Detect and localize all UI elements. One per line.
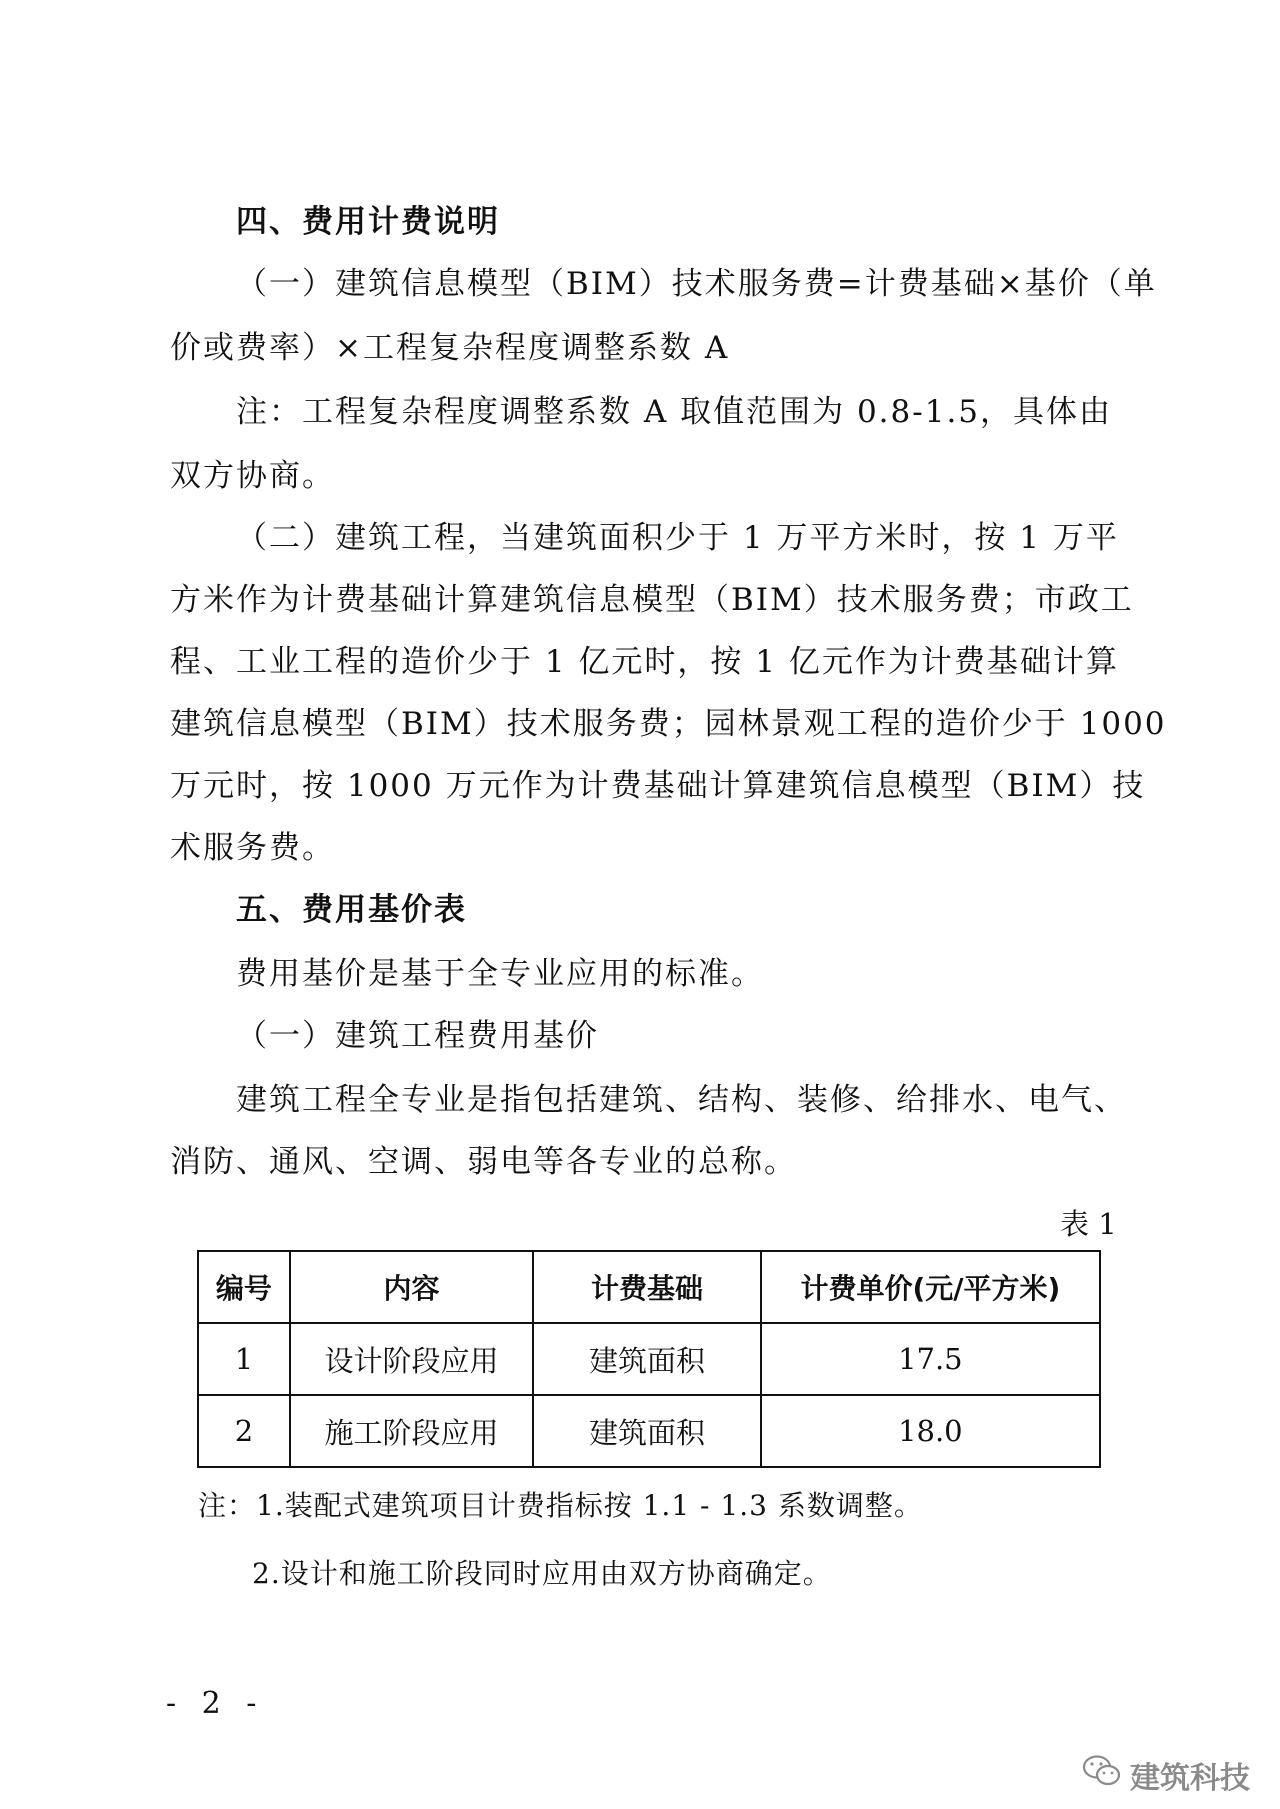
section5-sub1: （一）建筑工程费用基价 (236, 1018, 599, 1054)
para1-line1: （一）建筑信息模型（BIM）技术服务费=计费基础×基价（单 (236, 266, 1157, 302)
watermark (1082, 1753, 1250, 1797)
section5-desc-line2: 消防、通风、空调、弱电等各专业的总称。 (170, 1144, 797, 1180)
para2-line2: 方米作为计费基础计算建筑信息模型（BIM）技术服务费；市政工 (170, 582, 1134, 618)
table-row (198, 1323, 1100, 1395)
cell-content: 设计阶段应用 (290, 1323, 533, 1395)
para1-line2: 价或费率）×工程复杂程度调整系数 A (170, 330, 730, 366)
note-line2: 双方协商。 (170, 458, 335, 494)
cell-unit-price: 17.5 (761, 1323, 1100, 1395)
fee-table (197, 1250, 1101, 1468)
section4-heading: 四、费用计费说明 (236, 204, 500, 240)
section5-intro: 费用基价是基于全专业应用的标准。 (236, 956, 764, 992)
section5-heading: 五、费用基价表 (236, 892, 467, 928)
cell-number: 2 (198, 1395, 290, 1467)
header-unit-price: 计费单价(元/平方米) (761, 1251, 1100, 1323)
para2-line4: 建筑信息模型（BIM）技术服务费；园林景观工程的造价少于 1000 (170, 706, 1167, 742)
cell-basis: 建筑面积 (533, 1395, 760, 1467)
watermark-text: 建筑科技 (1130, 1761, 1250, 1796)
para2-line3: 程、工业工程的造价少于 1 亿元时，按 1 亿元作为计费基础计算 (170, 644, 1119, 680)
wechat-icon (1082, 1754, 1130, 1796)
cell-content: 施工阶段应用 (290, 1395, 533, 1467)
table-note-1: 注：1.装配式建筑项目计费指标按 1.1 - 1.3 系数调整。 (198, 1489, 923, 1522)
header-basis: 计费基础 (533, 1251, 760, 1323)
table-label: 表 1 (1060, 1207, 1117, 1241)
note-line1: 注：工程复杂程度调整系数 A 取值范围为 0.8-1.5，具体由 (236, 394, 1113, 430)
para2-line5: 万元时，按 1000 万元作为计费基础计算建筑信息模型（BIM）技 (170, 768, 1146, 804)
table-row (198, 1395, 1100, 1467)
para2-line1: （二）建筑工程，当建筑面积少于 1 万平方米时，按 1 万平 (236, 520, 1119, 556)
cell-basis: 建筑面积 (533, 1323, 760, 1395)
section5-desc-line1: 建筑工程全专业是指包括建筑、结构、装修、给排水、电气、 (236, 1082, 1127, 1118)
table-note-2: 2.设计和施工阶段同时应用由双方协商确定。 (252, 1557, 832, 1590)
cell-number: 1 (198, 1323, 290, 1395)
table-header-row (198, 1251, 1100, 1323)
cell-unit-price: 18.0 (761, 1395, 1100, 1467)
header-content: 内容 (290, 1251, 533, 1323)
page-number: - 2 - (166, 1686, 265, 1721)
para2-line6: 术服务费。 (170, 830, 335, 866)
header-number: 编号 (198, 1251, 290, 1323)
